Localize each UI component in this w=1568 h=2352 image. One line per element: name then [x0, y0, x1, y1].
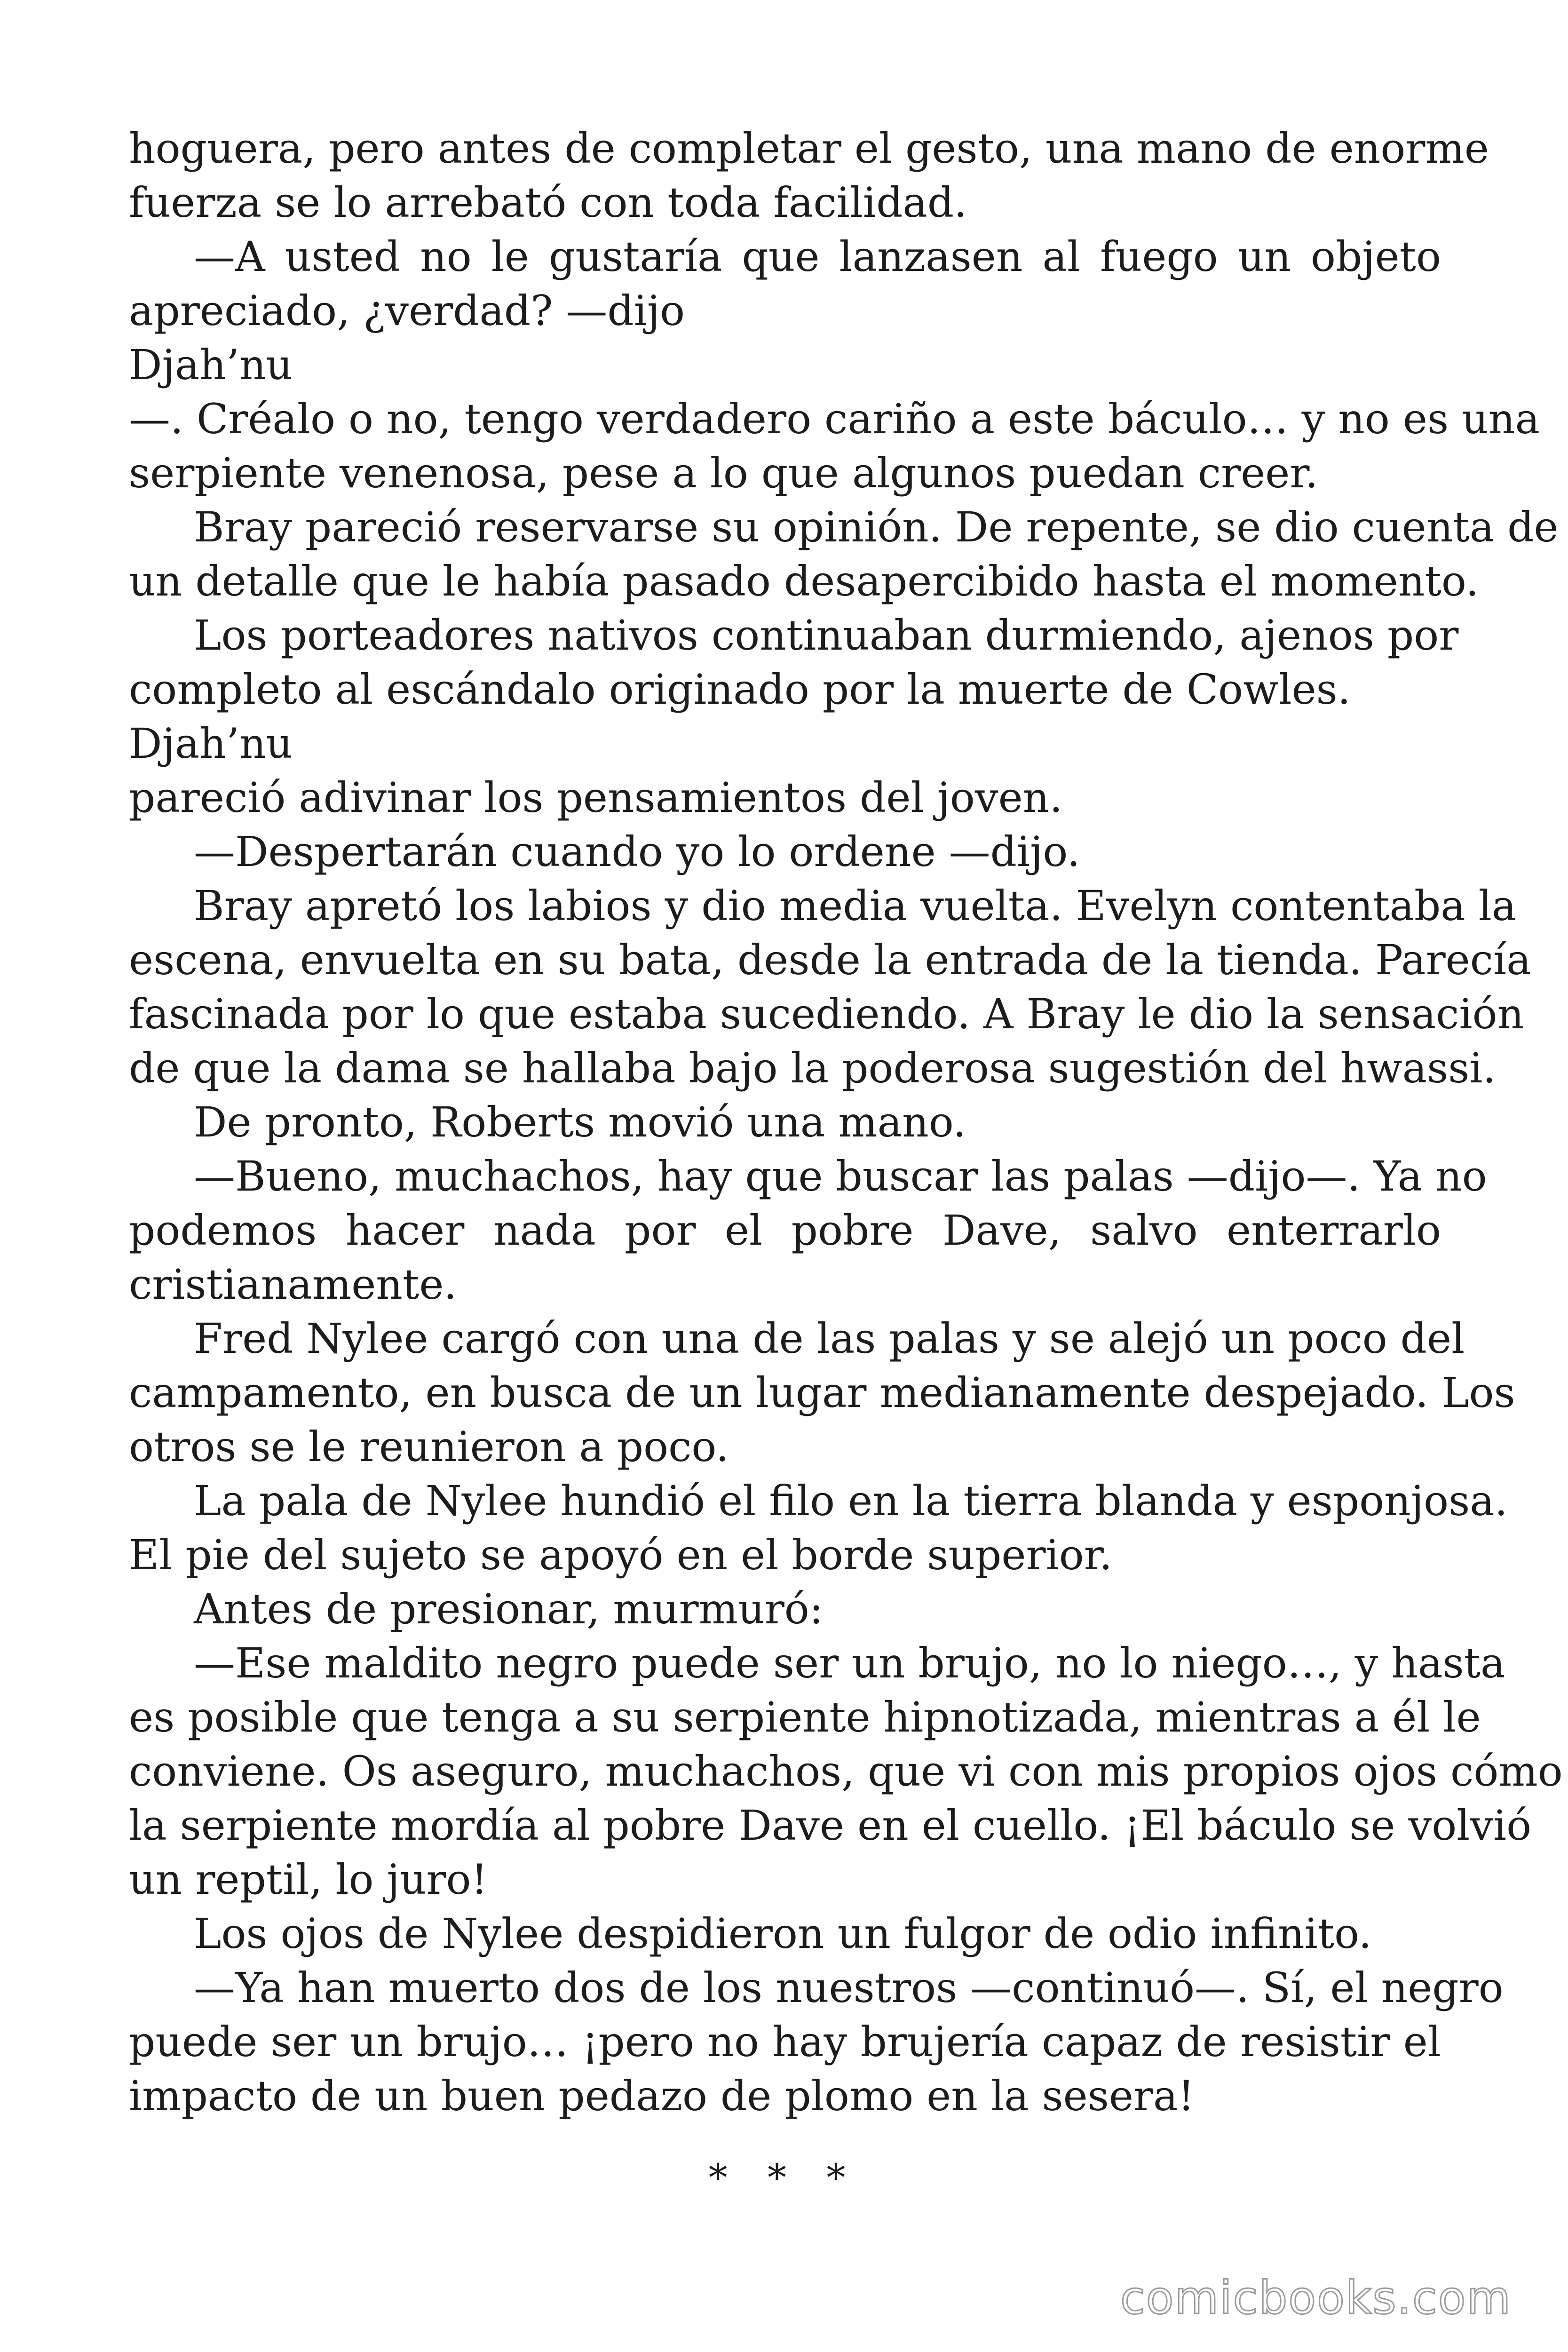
text-line: un reptil, lo juro! — [129, 1855, 488, 1904]
text-line: otros se le reunieron a poco. — [129, 1422, 729, 1471]
text-line: conviene. Os aseguro, muchachos, que vi con mis propios ojos cómo — [129, 1747, 1563, 1796]
watermark-logo: comicbooks.com — [1120, 2272, 1512, 2324]
text-line: hoguera, pero antes de completar el gesto, una mano de enorme — [129, 124, 1489, 173]
text-line: —Ya han muerto dos de los nuestros —continuó—. Sí, el negro — [194, 1963, 1504, 2012]
text-line: Fred Nylee cargó con una de las palas y se alejó un poco del — [194, 1314, 1465, 1363]
text-line: La pala de Nylee hundió el filo en la tierra blanda y esponjosa. — [194, 1477, 1508, 1525]
text-line: de que la dama se hallaba bajo la poderosa sugestión del hwassi. — [129, 1044, 1496, 1092]
text-line: Los porteadores nativos continuaban durmiendo, ajenos por — [194, 611, 1459, 660]
text-line: —A usted no le gustaría que lanzasen al fuego un objeto — [194, 232, 1441, 281]
text-line: —Bueno, muchachos, hay que buscar las palas —dijo—. Ya no — [194, 1152, 1487, 1200]
text-line: campamento, en busca de un lugar medianamente despejado. Los — [129, 1368, 1515, 1417]
text-line: apreciado, ¿verdad? —dijo — [129, 286, 685, 335]
text-line: un detalle que le había pasado desapercibido hasta el momento. — [129, 557, 1479, 605]
text-line: serpiente venenosa, pese a lo que algunos puedan creer. — [129, 449, 1318, 497]
text-line: Bray pareció reservarse su opinión. De repente, se dio cuenta de — [194, 503, 1559, 551]
text-line: fuerza se lo arrebató con toda facilidad. — [129, 178, 967, 227]
text-line: impacto de un buen pedazo de plomo en la sesera! — [129, 2072, 1195, 2120]
text-line: —Ese maldito negro puede ser un brujo, no lo niego…, y hasta — [194, 1639, 1505, 1687]
text-line: pareció adivinar los pensamientos del joven. — [129, 773, 1063, 822]
text-line: Los ojos de Nylee despidieron un fulgor de odio infinito. — [194, 1909, 1372, 1958]
text-line: podemos hacer nada por el pobre Dave, salvo enterrarlo — [129, 1206, 1441, 1255]
text-line: Bray apretó los labios y dio media vuelta. Evelyn contentaba la — [194, 882, 1517, 930]
text-line: escena, envuelta en su bata, desde la entrada de la tienda. Parecía — [129, 936, 1531, 984]
section-separator: * * * — [708, 2156, 860, 2200]
text-line: completo al escándalo originado por la muerte de Cowles. — [129, 665, 1351, 714]
page-body — [129, 121, 1563, 2123]
text-line: —Despertarán cuando yo lo ordene —dijo. — [194, 827, 1080, 876]
text-line: es posible que tenga a su serpiente hipnotizada, mientras a él le — [129, 1693, 1481, 1741]
text-line: puede ser un brujo… ¡pero no hay brujería capaz de resistir el — [129, 2018, 1441, 2066]
text-line: Djah’nu — [129, 719, 293, 768]
text-line: la serpiente mordía al pobre Dave en el cuello. ¡El báculo se volvió — [129, 1801, 1532, 1850]
text-line: De pronto, Roberts movió una mano. — [194, 1098, 966, 1146]
text-line: Antes de presionar, murmuró: — [194, 1585, 824, 1633]
text-line: —. Créalo o no, tengo verdadero cariño a este báculo… y no es una — [129, 395, 1540, 443]
text-line: cristianamente. — [129, 1260, 457, 1309]
text-line: El pie del sujeto se apoyó en el borde superior. — [129, 1531, 1113, 1579]
text-line: Djah’nu — [129, 341, 293, 389]
text-line: fascinada por lo que estaba sucediendo. A Bray le dio la sensación — [129, 990, 1524, 1038]
